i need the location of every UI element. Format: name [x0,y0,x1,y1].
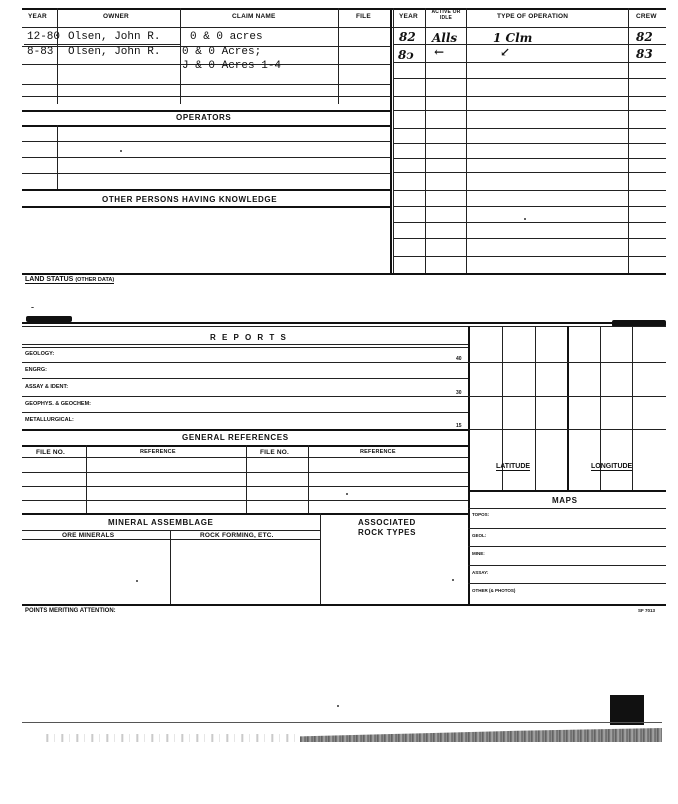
ref-header-reference-1: REFERENCE [140,449,176,455]
ore-minerals-header: ORE MINERALS [62,532,115,539]
report-metallurgical-label: METALLURGICAL: [25,417,74,423]
report-geophys-label: GEOPHYS. & GEOCHEM: [25,401,92,407]
rock-forming-header: ROCK FORMING, ETC. [200,532,274,539]
activity2-crew: 83 [636,47,653,61]
activity1-active: Alls [432,31,458,45]
general-references-title: GENERAL REFERENCES [182,433,289,442]
activity2-active: ← [434,45,445,59]
header-year-2: YEAR [399,13,418,20]
row2-year: 8-83 [27,46,54,58]
row2-claim: 0 & 0 Acres; [182,46,262,58]
ref-header-file-no-1: FILE NO. [36,449,66,456]
land-status-label [25,276,114,284]
header-crew: CREW [636,13,657,20]
activity2-operation: ↙ [500,45,511,59]
latitude-label: LATITUDE [496,463,531,470]
header-type-of-operation: TYPE OF OPERATION [497,13,569,20]
ref-header-file-no-2: FILE NO. [260,449,290,456]
longitude-label: LONGITUDE [591,463,633,470]
row1-owner: Olsen, John R. [68,31,161,43]
activity1-crew: 82 [636,30,653,44]
maps-other-label: OTHER (& PHOTOS) [472,588,516,593]
activity2-year: 8ↄ [398,48,414,62]
form-number: SF 7013 [638,608,656,613]
scan-noise-left [40,734,300,742]
maps-assay-label: ASSAY: [472,570,489,575]
report-assay-label: ASSAY & IDENT: [25,384,69,390]
report-metallurgical-num: 15 [456,423,462,429]
associated-rock-types-line1: ASSOCIATED [358,518,416,527]
report-geology-num: 40 [456,356,462,362]
header-active-or-idle: ACTIVE OR IDLE [431,9,461,21]
report-engrg-label: ENGRG: [25,367,47,373]
header-file: FILE [356,13,371,20]
maps-mine-label: MINE: [472,551,485,556]
ref-header-reference-2: REFERENCE [360,449,396,455]
header-owner: OWNER [103,13,129,20]
operators-title: OPERATORS [176,113,232,122]
report-geology-label: GEOLOGY: [25,351,55,357]
row3-claim: J & 0 Acres 1-4 [182,60,282,72]
maps-topos-label: TOPOS: [472,512,490,517]
maps-geol-label: GEOL: [472,533,487,538]
scan-noise-band [300,728,662,742]
header-year: YEAR [28,13,47,20]
row1-claim: 0 & 0 acres [190,31,263,43]
land-status-title: LAND STATUS [25,276,74,283]
header-claim-name: CLAIM NAME [232,13,276,20]
activity1-year: 82 [399,30,416,44]
other-persons-title: OTHER PERSONS HAVING KNOWLEDGE [102,195,278,204]
land-status-subtitle: (OTHER DATA) [75,277,115,283]
report-assay-num: 30 [456,390,462,396]
row2-owner: Olsen, John R. [68,46,161,58]
bottom-rule [22,722,662,723]
associated-rock-types-line2: ROCK TYPES [358,528,417,537]
reports-title: R E P O R T S [210,333,288,342]
points-meriting-attention-label: POINTS MERITING ATTENTION: [25,608,116,614]
black-square-mark [610,695,644,725]
mineral-assemblage-title: MINERAL ASSEMBLAGE [108,518,214,527]
activity1-operation: 1 Clm [493,31,533,45]
maps-title: MAPS [552,496,578,505]
row1-year: 12-80 [27,31,61,43]
